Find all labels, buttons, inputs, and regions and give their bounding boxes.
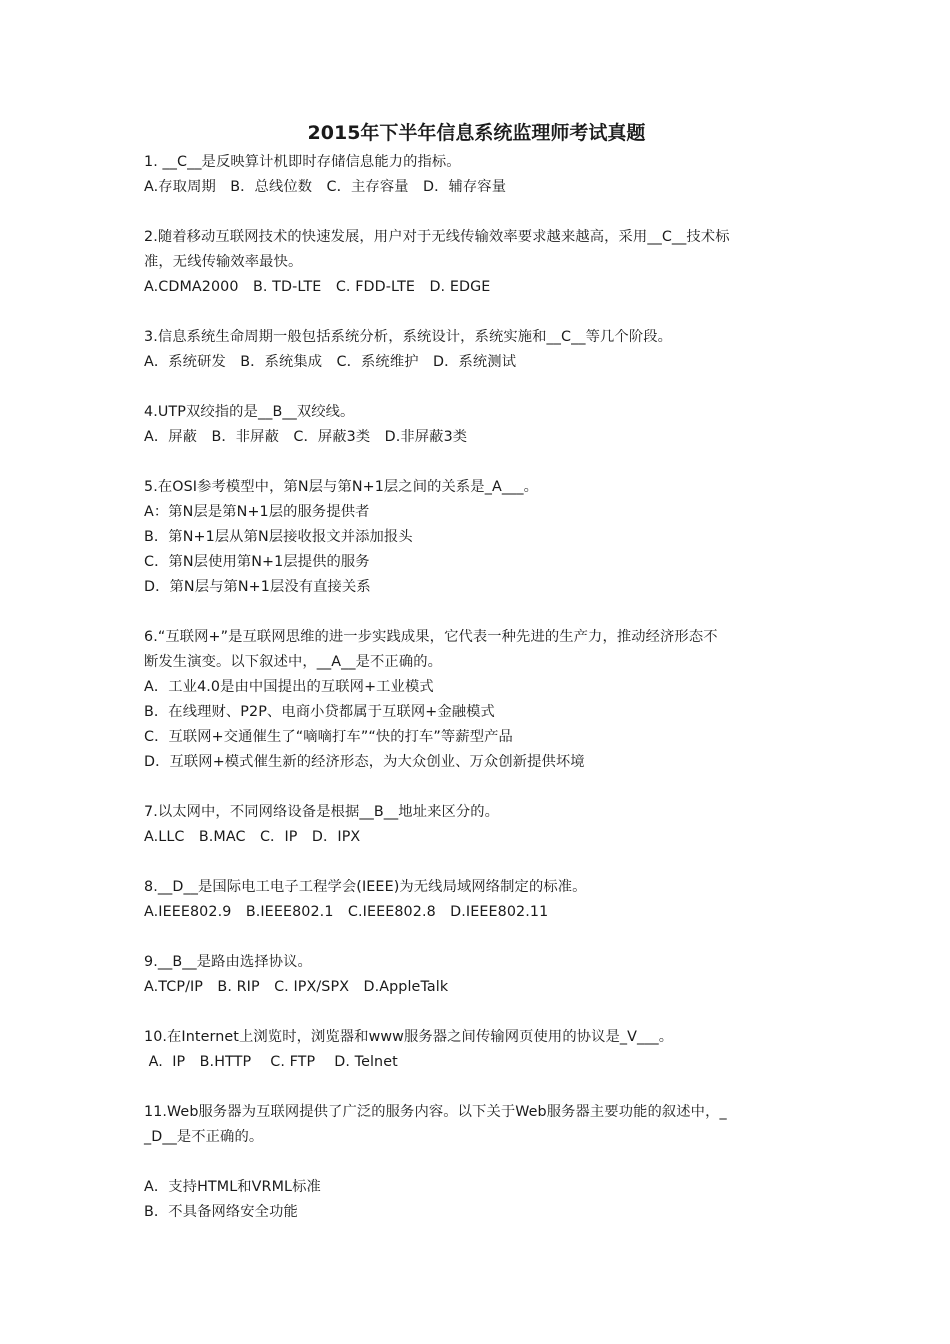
question-line: _D__是不正确的。	[144, 1129, 264, 1145]
question-line: A：第N层是第N+1层的服务提供者	[144, 504, 370, 520]
question-line: A.CDMA2000 B. TD-LTE C. FDD-LTE D. EDGE	[144, 279, 491, 295]
question-line: A．支持HTML和VRML标准	[144, 1179, 321, 1195]
question-line: D．互联网+模式催生新的经济形态，为大众创业、万众创新提供坏境	[144, 754, 585, 770]
question-stem: 5.在OSI参考模型中，第N层与第N+1层之间的关系是_A___。	[144, 479, 538, 495]
question-line: D．第N层与第N+1层没有直接关系	[144, 579, 371, 595]
document-title: 2015年下半年信息系统监理师考试真题	[307, 122, 646, 144]
question-line: B．不具备网络安全功能	[144, 1204, 298, 1220]
question-stem: 8.__D__是国际电工电子工程学会(IEEE)为无线局域网络制定的标准。	[144, 879, 587, 895]
question-stem: 4.UTP双绞指的是__B__双绞线。	[144, 404, 355, 420]
question-stem: 1. __C__是反映算计机即时存储信息能力的指标。	[144, 154, 461, 170]
question-line: A.存取周期 B．总线位数 C．主存容量 D．辅存容量	[144, 179, 507, 195]
question-stem: 10.在Internet上浏览时，浏览器和www服务器之间传输网页使用的协议是_V___。	[144, 1029, 674, 1045]
question-stem: 6.“互联网+”是互联网思维的进一步实践成果，它代表一种先进的生产力，推动经济形态不	[144, 629, 718, 645]
question-line: A.TCP/IP B. RIP C. IPX/SPX D.AppleTalk	[144, 979, 449, 995]
question-block	[144, 800, 809, 850]
question-stem: 3.信息系统生命周期一般包括系统分析，系统设计，系统实施和__C__等几个阶段。	[144, 329, 673, 345]
question-line: A．工业4.0是由中国提出的互联网+工业模式	[144, 679, 434, 695]
question-line: 断发生演变。以下叙述中，__A__是不正确的。	[144, 654, 443, 670]
question-stem: 9.__B__是路由选择协议。	[144, 954, 312, 970]
question-block	[144, 150, 809, 200]
question-stem: 11.Web服务器为互联网提供了广泛的服务内容。以下关于Web服务器主要功能的叙述中，_	[144, 1104, 727, 1120]
question-line: C．互联网+交通催生了“嘀嘀打车”“快的打车”等薪型产品	[144, 729, 513, 745]
question-line: A.LLC B.MAC C．IP D．IPX	[144, 829, 361, 845]
document-page	[144, 118, 809, 1250]
question-line: A.IEEE802.9 B.IEEE802.1 C.IEEE802.8 D.IEEE802.11	[144, 904, 549, 920]
question-line	[144, 1150, 809, 1175]
question-line: A．屏蔽 B．非屏蔽 C．屏蔽3类 D.非屏蔽3类	[144, 429, 468, 445]
question-block	[144, 475, 809, 600]
question-line: A. IP B.HTTP C. FTP D. Telnet	[144, 1054, 398, 1070]
question-line: 准，无线传输效率最快。	[144, 254, 303, 270]
question-list	[144, 150, 809, 1225]
question-block	[144, 950, 809, 1000]
question-block	[144, 1025, 809, 1075]
question-block	[144, 875, 809, 925]
question-block	[144, 400, 809, 450]
question-block	[144, 325, 809, 375]
question-line: A．系统研发 B．系统集成 C．系统维护 D．系统测试	[144, 354, 517, 370]
question-block	[144, 225, 809, 300]
question-line: B．在线理财、P2P、电商小贷都属于互联网+金融模式	[144, 704, 495, 720]
question-stem: 7.以太网中，不同网络设备是根据__B__地址来区分的。	[144, 804, 500, 820]
question-stem: 2.随着移动互联网技术的快速发展，用户对于无线传输效率要求越来越高，采用__C__技术标	[144, 229, 730, 245]
question-block	[144, 1100, 809, 1225]
question-line: C．第N层使用第N+1层提供的服务	[144, 554, 370, 570]
question-line: B．第N+1层从第N层接收报文并添加报头	[144, 529, 413, 545]
question-block	[144, 625, 809, 775]
